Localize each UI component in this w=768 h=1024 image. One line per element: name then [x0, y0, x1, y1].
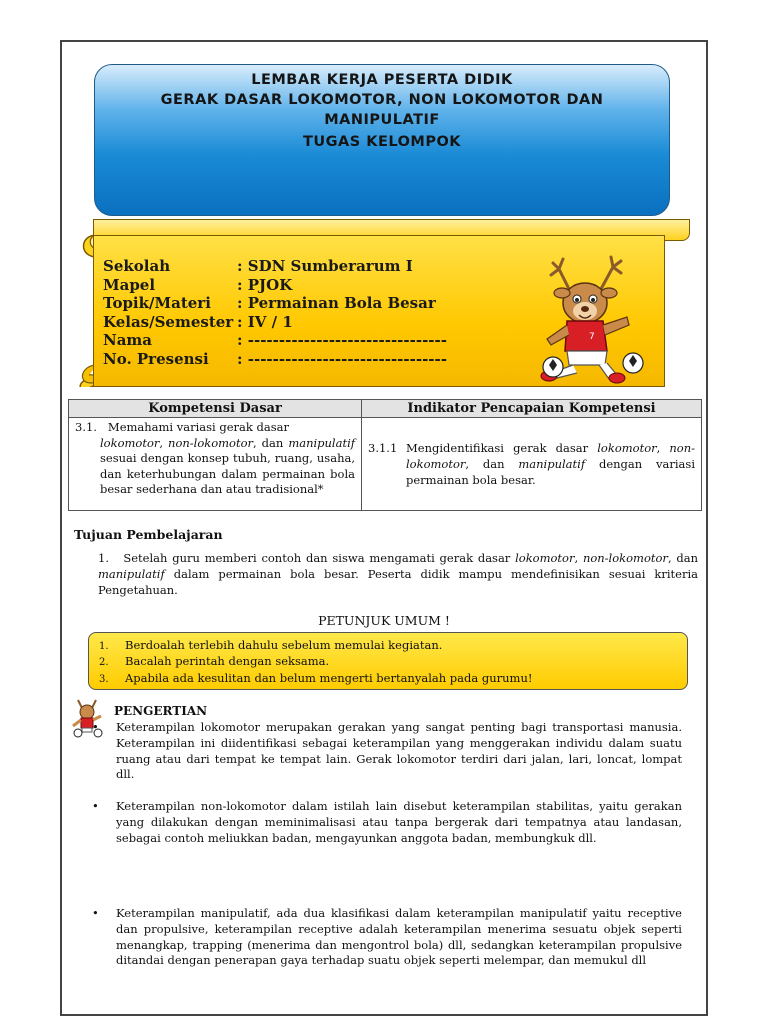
ipk-text-c: , — [656, 441, 670, 455]
objective-text-g: dalam permainan bola besar. Peserta didik mampu mendefinisikan sesuai kriteria Pengetahuan. — [98, 567, 698, 597]
competency-table — [68, 399, 702, 511]
info-row-presensi — [103, 350, 447, 369]
bullet-dot: • — [92, 799, 99, 813]
instruction-number: 3. — [99, 674, 109, 685]
ipk-text-a: Mengidentifikasi gerak dasar — [406, 441, 598, 455]
instruction-text: Bacalah perintah dengan seksama. — [125, 654, 330, 668]
ipk-cell — [362, 418, 702, 511]
definition-text: Keterampilan manipulatif, ada dua klasifikasi dalam keterampilan manipulatif yaitu receptive dan propulsive, keterampilan receptive adalah keterampilan menerima sesuatu objek seperti menangkap, trapping (menerima dan mengontrol bola) dll, sedangkan keterampilan propulsive ditandai dengan penerapan gaya terhadap suatu objek seperti melempar, dan memukul dll — [116, 906, 682, 968]
objective-text-a: Setelah guru memberi contoh dan siswa mengamati gerak dasar — [123, 551, 516, 565]
ipk-text-e: , dan — [465, 457, 519, 471]
bullet-dot: • — [92, 906, 99, 920]
info-row-kelas — [103, 313, 447, 332]
kd-text-g: sesuai dengan konsep tubuh, ruang, usaha, dan keterhubungan dalam permainan bola besar sederhana dan atau tradisional* — [100, 451, 355, 496]
definition-text: Keterampilan lokomotor merupakan gerakan yang sangat penting bagi transportasi manusia. Keterampilan ini diidentifikasi sebagai keterampilan yang menggerakan individu dalam suatu ruang atau dari tempat ke tempat lain. Gerak lokomotor terdiri dari jalan, lari, loncat, lompat dll. — [116, 720, 682, 782]
definition-bullet — [92, 906, 682, 969]
info-label: Mapel — [103, 275, 156, 294]
title-line-1: LEMBAR KERJA PESERTA DIDIK — [251, 72, 513, 88]
instruction-item — [99, 671, 532, 685]
kd-text-d: non-lokomotor — [168, 435, 254, 450]
info-row-nama — [103, 331, 447, 350]
kd-text-c: , — [159, 435, 169, 450]
kd-text-a: Memahami variasi gerak dasar — [107, 420, 290, 434]
column-header-ipk: Indikator Pencapaian Kompetensi — [362, 400, 702, 418]
definition-text: Keterampilan non-lokomotor dalam istilah lain disebut keterampilan stabilitas, yaitu gerakan yang dilakukan dengan meminimalisasi atau tanpa bergerak dari tempatnya atau landasan, sebagai contoh meliukkan badan, mengayunkan anggota badan, membungkuk dll. — [116, 799, 682, 845]
objective-text-d: non-lokomotor — [582, 551, 668, 565]
ipk-text-d: non-lokomotor — [406, 441, 696, 471]
info-value: : -------------------------------- — [237, 349, 447, 368]
title-banner — [94, 64, 670, 216]
objective-text-c: , — [574, 551, 583, 565]
objective-text-f: manipulatif — [98, 567, 165, 581]
title-line-3: MANIPULATIF — [324, 112, 440, 128]
identity-scroll — [67, 217, 692, 389]
info-value: : IV / 1 — [237, 312, 293, 331]
objective-number: 1. — [98, 551, 109, 565]
general-instructions-box — [88, 632, 688, 690]
info-label: Nama — [103, 331, 153, 349]
info-label: Sekolah — [103, 257, 171, 275]
column-header-kd: Kompetensi Dasar — [69, 400, 362, 418]
info-row-sekolah — [103, 257, 447, 276]
learning-objective-title: Tujuan Pembelajaran — [74, 527, 223, 542]
instruction-text: Apabila ada kesulitan dan belum mengerti bertanyalah pada gurumu! — [125, 671, 533, 685]
ipk-item — [368, 440, 695, 488]
definition-title: PENGERTIAN — [114, 704, 208, 718]
learning-objective-item — [98, 550, 698, 598]
info-value: : Permainan Bola Besar — [237, 294, 436, 312]
bullet-dot: • — [92, 720, 99, 734]
info-value: : -------------------------------- — [237, 331, 447, 349]
instruction-item — [99, 654, 329, 668]
ipk-text-f: manipulatif — [518, 457, 586, 471]
definition-bullet — [92, 799, 682, 846]
info-row-topik — [103, 294, 447, 313]
definition-bullet — [92, 720, 682, 783]
info-row-mapel — [103, 276, 447, 295]
worksheet-frame — [60, 40, 708, 1016]
kd-cell — [69, 418, 362, 511]
general-instructions-title: PETUNJUK UMUM ! — [318, 613, 450, 628]
instruction-item — [99, 638, 442, 652]
objective-text-e: , dan — [667, 551, 699, 565]
identity-info — [103, 257, 447, 368]
title-line-4: TUGAS KELOMPOK — [302, 134, 462, 150]
kd-text-e: , dan — [253, 435, 284, 450]
info-value: : SDN Sumberarum I — [237, 257, 413, 275]
title-line-2: GERAK DASAR LOKOMOTOR, NON LOKOMOTOR DAN — [160, 92, 604, 108]
deer-mascot-icon — [529, 255, 649, 385]
ipk-text-g: dengan variasi permainan bola besar. — [406, 457, 695, 487]
instruction-text: Berdoalah terlebih dahulu sebelum memulai kegiatan. — [125, 638, 443, 652]
kd-number: 3.1. — [75, 420, 97, 434]
info-label: Kelas/Semester — [103, 312, 234, 331]
instruction-number: 1. — [99, 641, 109, 652]
ipk-text-b: lokomotor — [597, 441, 657, 455]
kd-text-rest — [75, 436, 355, 498]
ipk-number: 3.1.1 — [368, 441, 398, 455]
kd-text-b: lokomotor — [100, 435, 160, 450]
info-label: Topik/Materi — [103, 294, 211, 312]
objective-text-b: lokomotor — [515, 551, 575, 565]
info-label: No. Presensi — [103, 349, 209, 368]
info-value: : PJOK — [237, 275, 293, 294]
svg-text:7: 7 — [589, 332, 595, 342]
instruction-number: 2. — [99, 657, 109, 668]
kd-text-f: manipulatif — [288, 435, 356, 450]
ipk-text — [406, 440, 695, 488]
